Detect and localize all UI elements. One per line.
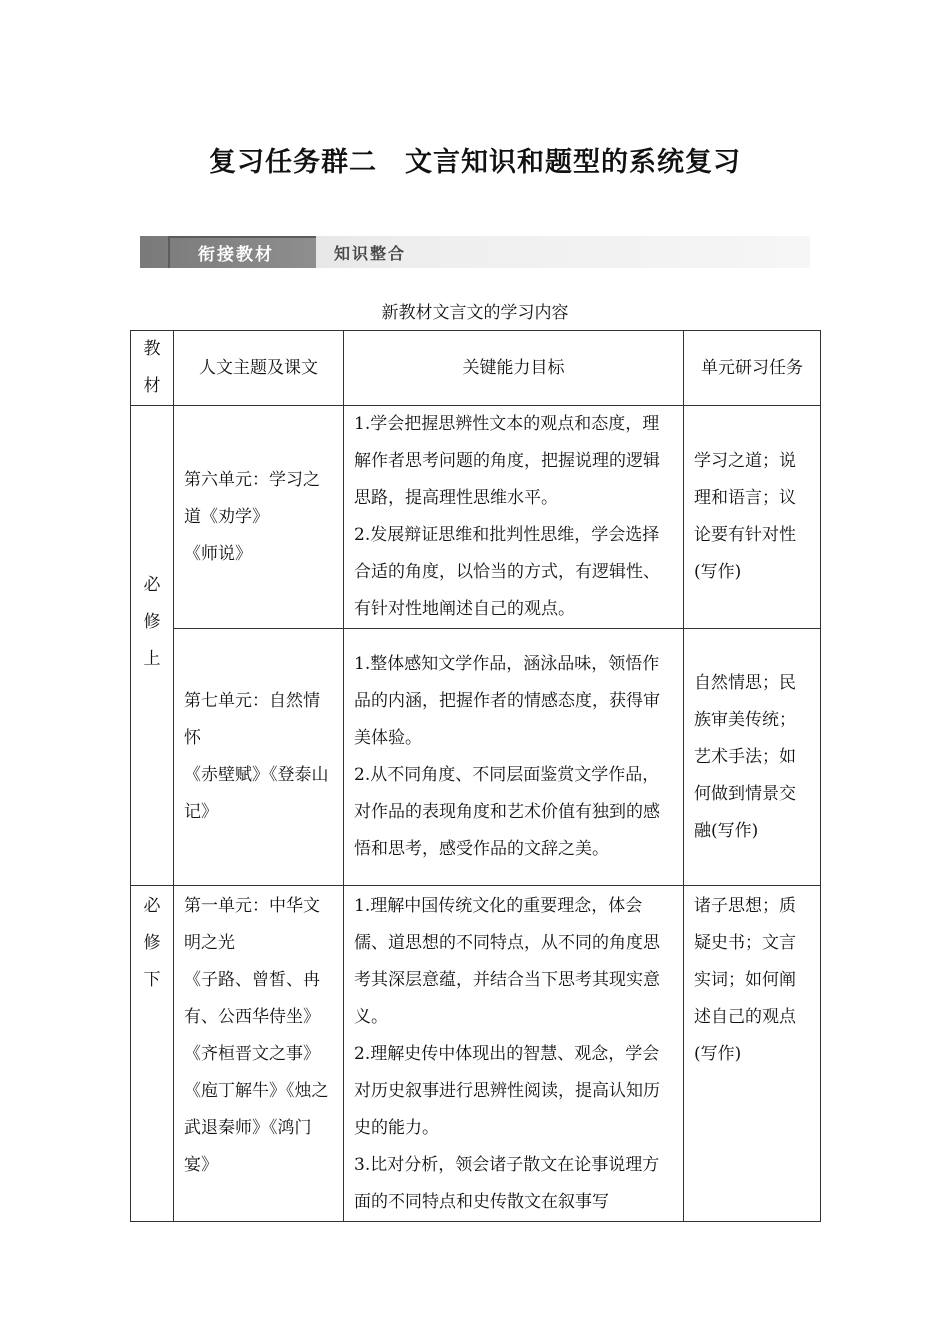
theme-cell: 第一单元：中华文明之光 《子路、曾皙、冉有、公西华侍坐》《齐桓晋文之事》《庖丁解牛》《烛之武退秦师》《鸿门宴》: [174, 886, 344, 1222]
table-caption: 新教材文言文的学习内容: [381, 303, 569, 323]
table-row: [131, 886, 821, 1222]
header-goals: 关键能力目标: [344, 331, 684, 406]
page-title: 复习任务群二 文言知识和题型的系统复习: [209, 147, 741, 178]
theme-cell: 第六单元：学习之道《劝学》 《师说》: [174, 406, 344, 629]
table-row: [131, 629, 821, 886]
textbook-cell: 必修下: [131, 886, 174, 1222]
section-banner: [140, 236, 810, 268]
banner-tag-primary: 衔接教材: [198, 245, 274, 265]
tasks-cell: 诸子思想；质疑史书；文言实词；如何阐述自己的观点(写作): [684, 886, 821, 1222]
goals-cell: 1.理解中国传统文化的重要理念，体会儒、道思想的不同特点，从不同的角度思考其深层意蕴，并结合当下思考其现实意义。 2.理解史传中体现出的智慧、观念，学会对历史叙事进行思辨性阅读，提高认知历史的能力。 3.比对分析，领会诸子散文在论事说理方面的不同特点和史传散文在叙事写: [344, 886, 684, 1222]
goals-cell: 1.学会把握思辨性文本的观点和态度，理解作者思考问题的角度，把握说理的逻辑思路，提高理性思维水平。 2.发展辩证思维和批判性思维，学会选择合适的角度，以恰当的方式，有逻辑性、有针对性地阐述自己的观点。: [344, 406, 684, 629]
content-table: [130, 330, 821, 1222]
theme-cell: 第七单元：自然情怀 《赤壁赋》《登泰山记》: [174, 629, 344, 886]
table-row: [131, 406, 821, 629]
header-tasks: 单元研习任务: [684, 331, 821, 406]
goals-cell: 1.整体感知文学作品，涵泳品味，领悟作品的内涵，把握作者的情感态度，获得审美体验。 2.从不同角度、不同层面鉴赏文学作品，对作品的表现角度和艺术价值有独到的感悟和思考，感受作品的文辞之美。: [344, 629, 684, 886]
header-textbook: 教材: [131, 331, 174, 406]
header-theme: 人文主题及课文: [174, 331, 344, 406]
banner-tag-secondary: 知识整合: [334, 244, 407, 263]
table-header-row: [131, 331, 821, 406]
tasks-cell: 自然情思；民族审美传统；艺术手法；如何做到情景交融(写作): [684, 629, 821, 886]
textbook-cell: 必修上: [131, 406, 174, 886]
tasks-cell: 学习之道；说理和语言；议论要有针对性(写作): [684, 406, 821, 629]
